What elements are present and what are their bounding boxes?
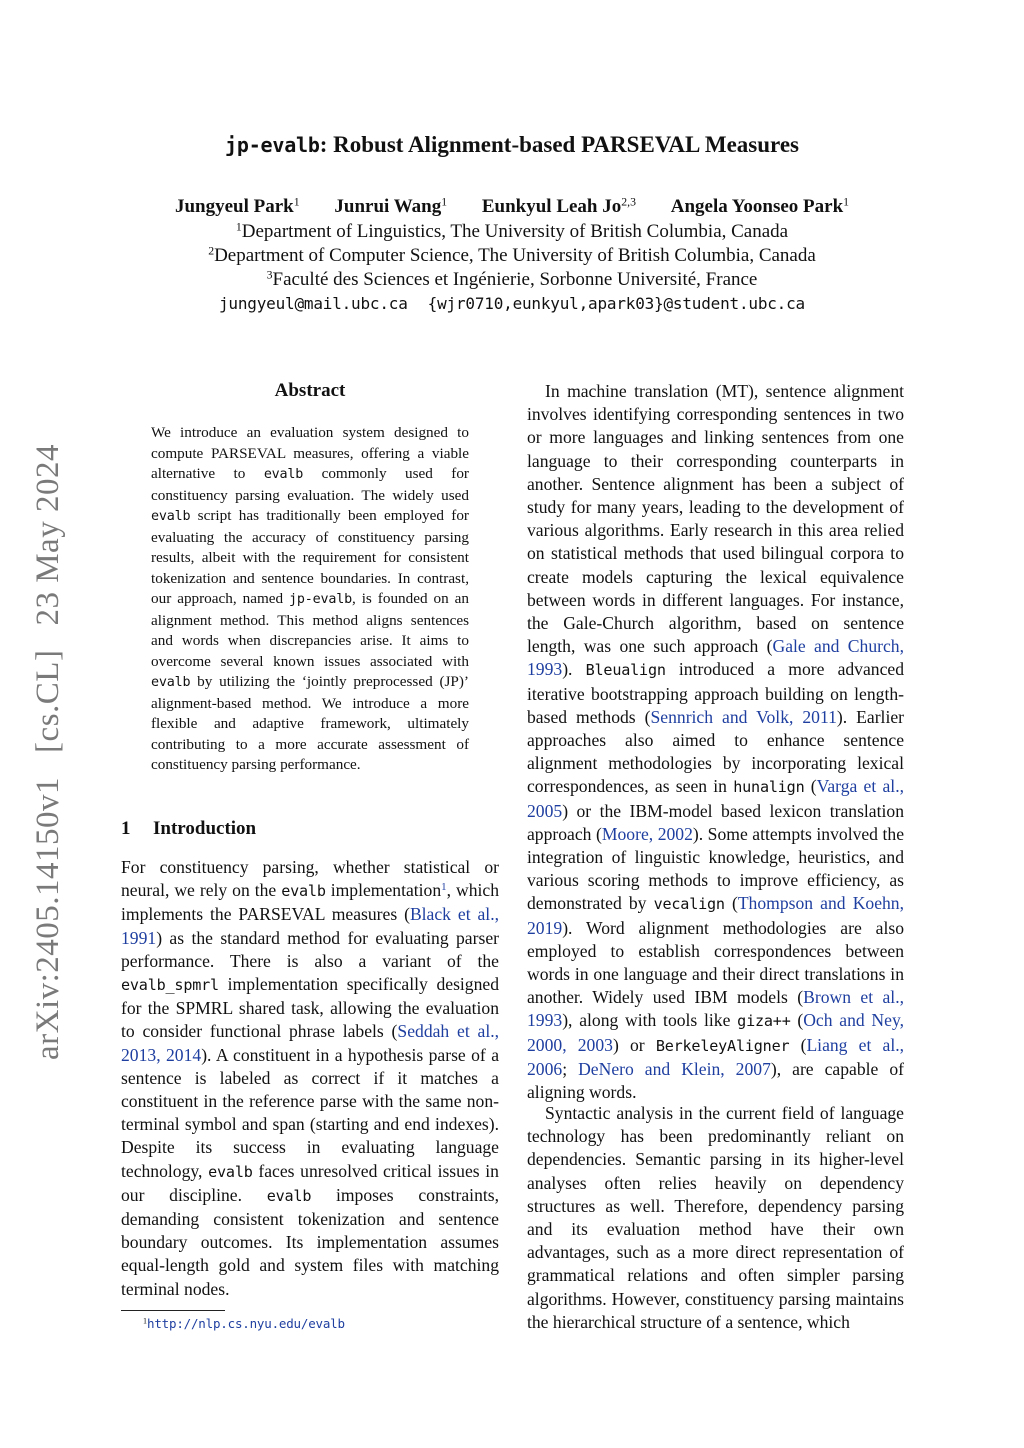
- footnote: [143, 1314, 503, 1334]
- citation-link[interactable]: Liang et al., 2006: [527, 1034, 905, 1079]
- abstract-body: We introduce an evaluation system designed to compute PARSEVAL measures, offering a viable alternative to evalb commonly used for constituency parsing evaluation. The widely used evalb script has traditionally been employed for evaluating the accuracy of constituency parsing results, albeit with the requirement for consistent tokenization and sentence boundaries. In contrast, our approach, named jp-evalb, is founded on an alignment method. This method aligns sentences and words when discrepancies arise. It aims to overcome several known issues associated with evalb by utilizing the ‘jointly preprocessed (JP)’ alignment-based method. We introduce a more flexible and adaptive framework, ultimately contributing to a more accurate assessment of constituency parsing performance.: [151, 424, 469, 773]
- section-number: 1: [121, 818, 131, 839]
- citation-link[interactable]: Gale and Church, 1993: [527, 636, 904, 680]
- footnote-divider: [121, 1310, 225, 1311]
- syntactic-analysis-paragraph: Syntactic analysis in the current field of language technology has been predominantly reliant on dependencies. Semantic parsing in its higher-level analyses often relies heavily on dependency structures as well. Therefore, dependency parsing and its evaluation method have their own advantages, such as a more direct representation of grammatical relations and often simpler parsing algorithms. However, constituency parsing maintains the hierarchical structure of a sentence, which: [527, 1103, 904, 1332]
- title-code: jp-evalb: [225, 133, 320, 157]
- footnote-number: 1: [143, 1316, 148, 1326]
- mt-alignment-paragraph: In machine translation (MT), sentence alignment involves identifying corresponding sentences in two or more languages and linking sentences from one language to their corresponding counterparts in another. Sentence alignment has been a subject of study for many years, leading to the development of various algorithms. Early research in this area relied on statistical methods that used bilingual corpora to create models capturing the lexical equivalence between words in different languages. For instance, the Gale-Church algorithm, based on sentence length, was one such approach (Gale and Church, 1993). Bleualign introduced a more advanced iterative bootstrapping approach building on length-based methods (Sennrich and Volk, 2011). Earlier approaches also aimed to enhance sentence alignment methodologies by incorporating lexical correspondences, as seen in hunalign (Varga et al., 2005) or the IBM-model based lexicon translation approach (Moore, 2002). Some attempts involved the integration of linguistic knowledge, heuristics, and various scoring methods to improve efficiency, as demonstrated by vecalign (Thompson and Koehn, 2019). Word alignment methodologies are also employed to establish correspondences between words in one language and their direct translations in another. Widely used IBM models (Brown et al., 1993), along with tools like giza++ (Och and Ney, 2000, 2003) or BerkeleyAligner (Liang et al., 2006; DeNero and Klein, 2007), are capable of aligning words.: [527, 381, 905, 1103]
- arxiv-category: [cs.CL]: [30, 649, 66, 753]
- arxiv-date: 23 May 2024: [30, 444, 66, 626]
- paper-title: [0, 128, 1024, 162]
- citation-link[interactable]: Sennrich and Volk, 2011: [650, 706, 837, 727]
- email: {wjr0710,eunkyul,apark03}@student.ubc.ca: [427, 294, 805, 313]
- arxiv-id: arXiv:2405.14150v1: [30, 776, 66, 1060]
- footnote-marker[interactable]: 1: [441, 881, 447, 894]
- intro-paragraph: For constituency parsing, whether statistical or neural, we rely on the evalb implementation$^1$, which implements the PARSEVAL measures (Black et al., 1991) as the standard method for evaluating parser performance. There is also a variant of the evalb_spmrl implementation specifically designed for the SPMRL shared task, allowing the evaluation to consider functional phrase labels (Seddah et al., 2013, 2014). A constituent in a hypothesis parse of a sentence is labeled as correct if it matches a constituent in the reference parse with the same non-terminal symbol and span (starting and end indexes). Despite its success in evaluating language technology, evalb faces unresolved critical issues in our discipline. evalb imposes constraints, demanding consistent tokenization and sentence boundary outcomes. Its implementation assumes equal-length gold and system files with matching terminal nodes.: [121, 857, 499, 1299]
- author: Jungyeul Park$^1$: [174, 195, 300, 217]
- citation-link[interactable]: Seddah et al., 2013, 2014: [121, 1021, 499, 1065]
- citation-link[interactable]: DeNero and Klein, 2007: [578, 1058, 771, 1079]
- author-list: [0, 194, 1024, 220]
- footnote-url-link[interactable]: http://nlp.cs.nyu.edu/evalb: [147, 1316, 345, 1331]
- citation-link[interactable]: Brown et al., 1993: [527, 987, 904, 1031]
- affiliation: $^3$Faculté des Sciences et Ingénierie, Sorbonne Université, France: [266, 268, 758, 290]
- section-heading-introduction: [121, 816, 499, 842]
- affiliation: $^2$Department of Computer Science, The University of British Columbia, Canada: [208, 244, 816, 266]
- email: jungyeul@mail.ubc.ca: [219, 294, 408, 313]
- citation-link[interactable]: Och and Ney, 2000, 2003: [527, 1010, 904, 1055]
- citation-link[interactable]: Thompson and Koehn, 2019: [527, 893, 904, 938]
- title-text: : Robust Alignment-based PARSEVAL Measures: [319, 132, 799, 157]
- citation-link[interactable]: Moore, 2002: [601, 823, 693, 844]
- author: Angela Yoonseo Park$^1$: [670, 195, 850, 217]
- section-title: Introduction: [153, 818, 257, 839]
- citation-link[interactable]: Varga et al., 2005: [527, 776, 904, 821]
- author: Junrui Wang$^1$: [334, 195, 448, 217]
- arxiv-identifier-stamp: [20, 440, 76, 1060]
- affiliation: $^1$Department of Linguistics, The University of British Columbia, Canada: [235, 220, 789, 242]
- citation-link[interactable]: Black et al., 1991: [121, 904, 499, 948]
- author: Eunkyul Leah Jo$^{2,3}$: [481, 195, 636, 217]
- author-emails: [0, 292, 1024, 317]
- abstract-heading: Abstract: [274, 380, 346, 401]
